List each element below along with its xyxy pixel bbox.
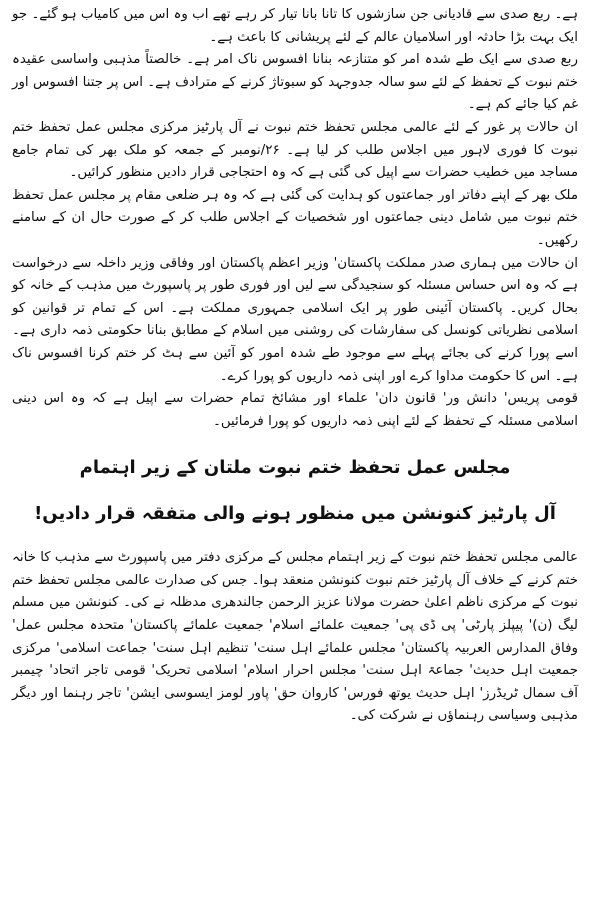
paragraph-1: ہے۔ ربع صدی سے قادیانی جن سازشوں کا تانا بانا تیار کر رہے تھے اب وہ اس میں کامیاب ہو گئے۔ جو ایک بہت بڑا حادثہ اور اسلامیان عالم کے لئے پریشانی کا باعث ہے۔: [12, 7, 578, 45]
paragraph-4: ملک بھر کے اپنے دفاتر اور جماعتوں کو ہدایت کی گئی ہے کہ وہ ہر ضلعی مقام پر مجلس عمل تحفظ ختم نبوت میں شامل دینی جماعتوں اور شخصیات کے اجلاس طلب کر کے صورت حال ان کے سامنے رکھیں۔: [12, 187, 578, 248]
paragraph-7: عالمی مجلس تحفظ ختم نبوت کے زیر اہتمام مجلس کے مرکزی دفتر میں پاسپورٹ سے مذہب کا خانہ ختم کرنے کے خلاف آل پارٹیز ختم نبوت کنونشن منعقد ہوا۔ جس کی صدارت عالمی مجلس تحفظ ختم نبوت کے مرکزی ناظم اعلیٰ حضرت مولانا عزیز الرحمن جالندھری مدظلہ نے کی۔ کنونشن میں مسلم لیگ (ن)' پیپلز پارٹی' پی ڈی پی' جمعیت علمائے اسلام' جمعیت علمائے پاکستان' متحدہ مجلس عمل' وفاق المدارس العربیہ پاکستان' مجلس علمائے اہل سنت' تنظیم اہل سنت' جماعت اسلامی' مرکزی جمعیت اہل حدیث' جماعۃ اہل سنت' مجلس احرار اسلام' اسلامی تحریک' قومی تاجر اتحاد' چیمبر آف سمال ٹریڈرز' اہل حدیث یوتھ فورس' کاروان حق' پاور لومز ایسوسی ایشن' تاجر رہنما اور دیگر مذہبی وسیاسی رہنماؤں نے شرکت کی۔: [12, 550, 578, 724]
bottom-section: [12, 547, 578, 728]
section-subheading: آل پارٹیز کنونشن میں منظور ہونے والی متفقہ قرار دادیں!: [34, 503, 556, 525]
paragraph-5: ان حالات میں ہماری صدر مملکت پاکستان' وزیر اعظم پاکستان اور وفاقی وزیر داخلہ سے درخواست ہے کہ وہ اس حساس مسئلہ کو سنجیدگی سے لیں اور فوری طور پر پاسپورٹ میں مذہب کے خانہ کو بحال کریں۔ پاکستان آئینی طور پر ایک اسلامی جمہوری مملکت ہے۔ اس کے تمام تر قوانین کو اسلامی نظریاتی کونسل کی سفارشات کی روشنی میں اسلام کے مطابق بنانا حکومتی ذمہ داری ہے۔ اسے پورا کرنے کی بجائے پہلے سے موجود طے شدہ امور کو آئین سے ہٹ کر ختم کرنا افسوس ناک ہے۔ اس کا حکومت مداوا کرے اور اپنی ذمہ داریوں کو پورا کرے۔: [12, 255, 578, 384]
section-heading: مجلس عمل تحفظ ختم نبوت ملتان کے زیر اہتمام: [79, 457, 511, 479]
paragraph-6: قومی پریس' دانش ور' قانون دان' علماء اور مشائخ تمام حضرات سے اپیل ہے کہ وہ اس دینی اسلامی مسئلہ کے تحفظ کے لئے اپنی ذمہ داریوں کو پورا فرمائیں۔: [12, 391, 578, 429]
top-section: [12, 4, 578, 433]
paragraph-2: ربع صدی سے ایک طے شدہ امر کو متنازعہ بنانا افسوس ناک امر ہے۔ خالصتاً مذہبی واساسی عقیدہ ختم نبوت کے تحفظ کے لئے سو سالہ جدوجہد کو سبوتاژ کرنے کے مترادف ہے۔ اس پر جتنا افسوس اور غم کیا جائے کم ہے۔: [12, 52, 578, 113]
paragraph-3: ان حالات پر غور کے لئے عالمی مجلس تحفظ ختم نبوت نے آل پارٹیز مرکزی مجلس عمل تحفظ ختم نبوت کا فوری لاہور میں اجلاس طلب کر لیا ہے۔ ۲۶/نومبر کے جمعہ کو ملک بھر کی تمام جامع مساجد میں خطیب حضرات سے اپیل کی گئی ہے کہ وہ احتجاجی قرار دادیں منظور کرائیں۔: [12, 119, 578, 181]
